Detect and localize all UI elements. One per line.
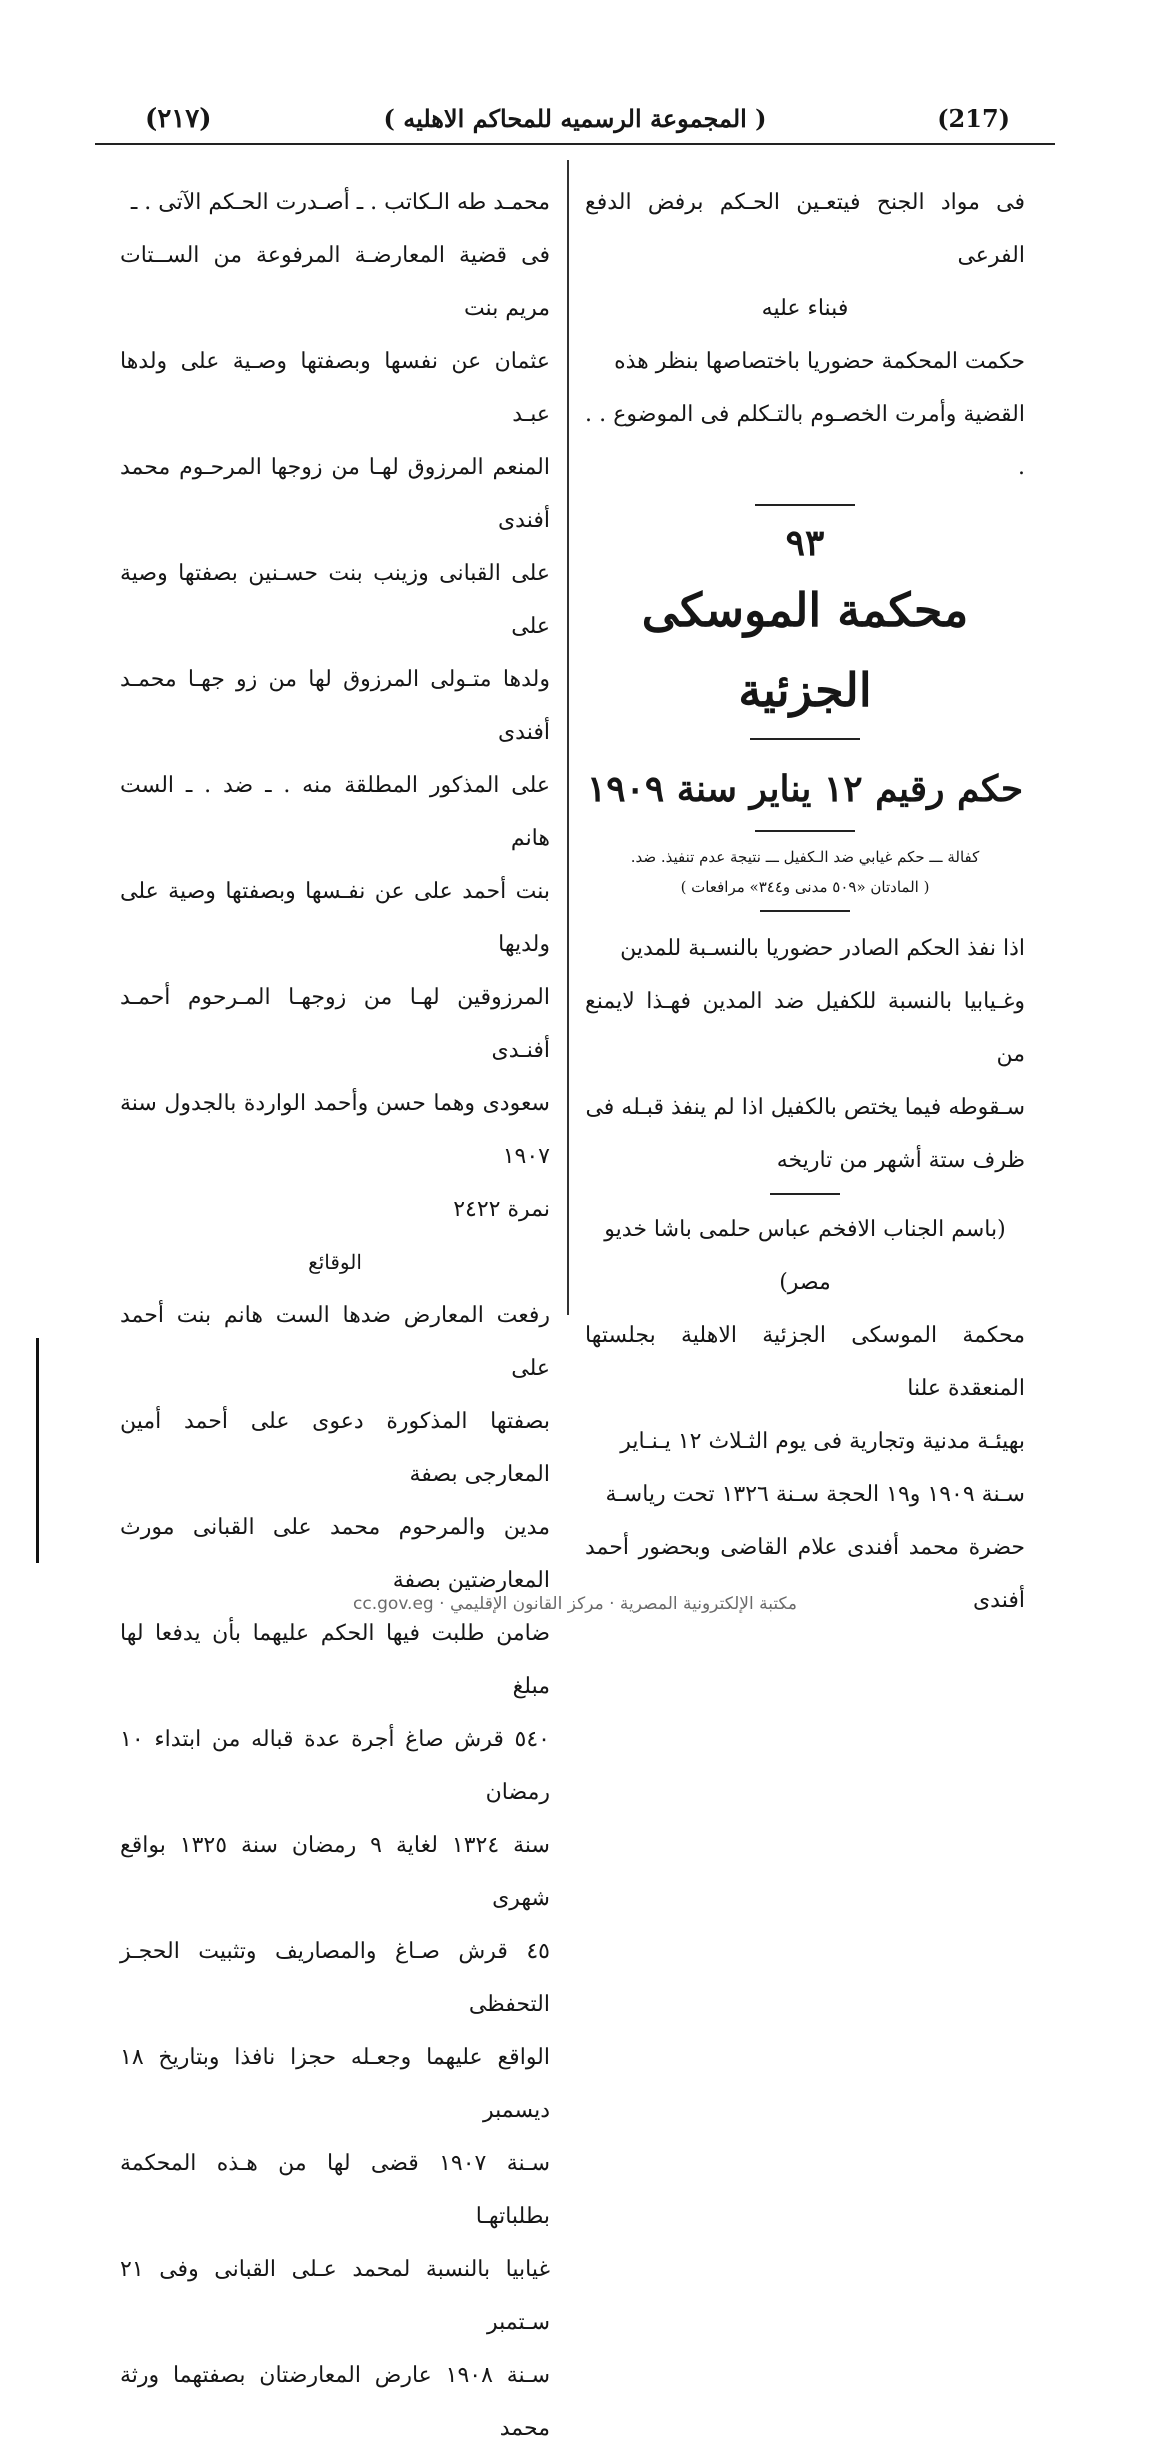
preamble-line: محكمة الموسكى الجزئية الاهلية بجلستها المنعقدة علنا xyxy=(585,1323,1025,1401)
left-column xyxy=(120,176,550,2455)
margin-mark xyxy=(36,1338,39,1563)
principle-line: وغـيابيا بالنسبة للكفيل ضد المدين فهـذا لايمنع من xyxy=(585,989,1025,1067)
intro-line: على المذكور المطلقة منه . ـ ضد . ـ الست هانم xyxy=(120,773,550,851)
facts-line: ٤٥ قرش صـاغ والمصاريف وتثبيت الحجـز التحفظى xyxy=(120,1939,550,2017)
intro-line: بنت أحمد على عن نفـسها وبصفتها وصية على ولديها xyxy=(120,879,550,957)
facts-line: بصفتها المذكورة دعوى على أحمد أمين المعارجى بصفة xyxy=(120,1409,550,1487)
facts-heading: الوقائع xyxy=(308,1250,362,1274)
facts-line: رفعت المعارض ضدها الست هانم بنت أحمد على xyxy=(120,1303,550,1381)
summary-line: كفالة ـــ حكم غيابي ضد الـكفيل ـــ نتيجة عدم تنفيذ. ضد. xyxy=(630,848,980,866)
intro-line: نمرة ٢٤٢٢ xyxy=(453,1197,550,1222)
paragraph-line: فى مواد الجنح فيتعـين الحـكم برفض الدفع الفرعى xyxy=(585,190,1025,268)
section-rule xyxy=(755,504,855,506)
section-rule xyxy=(755,830,855,832)
facts-line: ٥٤٠ قرش صاغ أجرة عدة قباله من ابتداء ١٠ رمضان xyxy=(120,1727,550,1805)
journal-title: ( المجموعة الرسميه للمحاكم الاهليه ) xyxy=(383,104,767,133)
facts-line: مدين والمرحوم محمد على القبانى مورث المعارضتين بصفة xyxy=(120,1515,550,1593)
therefore-line: فبناء عليه xyxy=(761,296,849,321)
case-number: ٩٣ xyxy=(785,522,825,564)
intro-line: محمـد طه الـكاتب . ـ أصـدرت الحـكم الآتى . ـ xyxy=(130,190,550,215)
page-header xyxy=(95,100,1055,140)
principle-line: سـقوطه فيما يختص بالكفيل اذا لم ينفذ قبـله فى xyxy=(585,1095,1025,1120)
judgment-date: حكم رقيم ١٢ يناير سنة ١٩٠٩ xyxy=(586,768,1024,810)
preamble-line: بهيئـة مدنية وتجارية فى يوم الثـلاث ١٢ يـنـاير xyxy=(620,1429,1025,1454)
page-number-latin: (217) xyxy=(937,104,1010,133)
intro-line: المنعم المرزوق لهـا من زوجها المرحـوم محمد أفندى xyxy=(120,455,550,533)
section-rule xyxy=(750,738,860,740)
articles-line: ( المادتان «٥٠٩ مدنى و٣٤٤» مرافعات ) xyxy=(680,878,930,896)
facts-line: غيابيا بالنسبة لمحمد عـلى القبانى وفى ٢١ سـتمبر xyxy=(120,2257,550,2335)
right-column xyxy=(585,176,1025,1627)
header-rule xyxy=(95,143,1055,145)
intro-line: عثمان عن نفسها وبصفتها وصـية على ولدها عبـد xyxy=(120,349,550,427)
court-name: محكمة الموسكى الجزئية xyxy=(641,583,969,717)
section-rule xyxy=(760,910,850,912)
page-number-arabic: (٢١٧) xyxy=(145,104,212,134)
principle-line: اذا نفذ الحكم الصادر حضوريا بالنسـبة للمدين xyxy=(620,936,1025,961)
preamble-heading: (باسم الجناب الافخم عباس حلمى باشا خديو مصر) xyxy=(604,1217,1006,1295)
facts-line: سنة ١٣٢٤ لغاية ٩ رمضان سنة ١٣٢٥ بواقع شهرى xyxy=(120,1833,550,1911)
facts-line: سـنة ١٩٠٨ عارض المعارضتان بصفتهما ورثة محمد xyxy=(120,2363,551,2441)
facts-line: ضامن طلبت فيها الحكم عليهما بأن يدفعا لها مبلغ xyxy=(120,1621,550,1699)
section-rule xyxy=(770,1193,840,1195)
intro-line: المرزوقين لهـا من زوجهـا المـرحوم أحمـد أفنـدى xyxy=(120,985,550,1063)
footer-credit: cc.gov.eg · مكتبة الإلكترونية المصرية · مركز القانون الإقليمي xyxy=(353,1594,797,1614)
intro-line: على القبانى وزينب بنت حسـنين بصفتها وصية على xyxy=(120,561,550,639)
preamble-line: حضرة محمد أفندى علام القاضى وبحضور أحمد أفندى xyxy=(585,1535,1025,1613)
intro-line: فى قضية المعارضـة المرفوعة من الســتات مريم بنت xyxy=(120,243,550,321)
preamble-line: سـنة ١٩٠٩ و١٩ الحجة سـنة ١٣٢٦ تحت رياسـة xyxy=(605,1482,1025,1507)
facts-line: الواقع عليهما وجعـله حجزا نافذا وبتاريخ ١٨ ديسمبر xyxy=(120,2045,550,2123)
facts-line: سـنة ١٩٠٧ قضى لها من هـذه المحكمة بطلباتهـا xyxy=(120,2151,551,2229)
principle-line: ظرف ستة أشهر من تاريخه xyxy=(776,1148,1025,1173)
intro-line: سعودى وهما حسن وأحمد الواردة بالجدول سنة ١٩٠٧ xyxy=(120,1091,550,1169)
paragraph-line: القضية وأمرت الخصـوم بالتـكلم فى الموضوع . . . xyxy=(585,402,1025,480)
column-divider xyxy=(567,160,569,1315)
paragraph-line: حكمت المحكمة حضوريا باختصاصها بنظر هذه xyxy=(614,349,1025,374)
intro-line: ولدها متـولى المرزوق لها من زو جهـا محمـد أفندى xyxy=(120,667,550,745)
